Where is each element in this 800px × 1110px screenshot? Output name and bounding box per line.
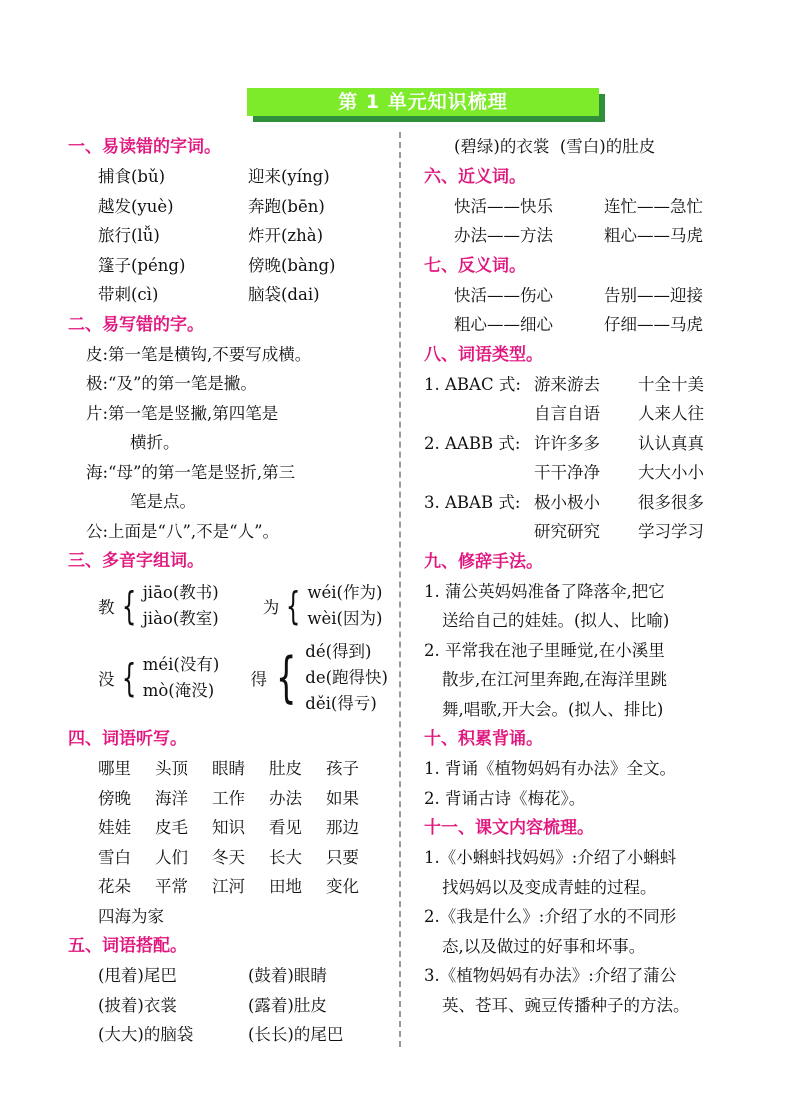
- title-banner: [247, 88, 605, 118]
- list-item: 公:上面是“八”,不是“人”。: [86, 521, 280, 541]
- section-heading: 五、词语搭配。: [68, 936, 187, 956]
- list-item: 笔是点。: [130, 492, 196, 511]
- list-item: 篷子(péng) 傍晚(bàng): [98, 255, 336, 275]
- list-item: 极:“及”的第一笔是撇。: [86, 374, 257, 393]
- list-item: 2. AABB 式: 许许多多 认认真真: [424, 433, 704, 453]
- list-item: 横折。: [130, 433, 180, 452]
- list-item: 四海为家: [98, 906, 164, 926]
- section-heading: 十一、课文内容梳理。: [424, 818, 594, 838]
- polyphone-char: 得: [250, 670, 267, 689]
- list-item: 找妈妈以及变成青蛙的过程。: [442, 877, 657, 897]
- list-item: 捕食(bǔ) 迎来(yíng): [98, 167, 330, 186]
- section-heading: 九、修辞手法。: [424, 551, 543, 572]
- list-item: 2.《我是什么》:介绍了水的不同形: [424, 907, 677, 926]
- list-item: 2. 平常我在池子里睡觉,在小溪里: [424, 640, 665, 660]
- polyphone-items: wéi(作为) wèi(因为): [307, 583, 383, 628]
- list-item: 舞,唱歌,开大会。(拟人、排比): [442, 699, 664, 719]
- polyphone-items: méi(没有) mò(淹没): [142, 655, 220, 700]
- table-row: 娃娃 皮毛 知识 看见 那边: [98, 818, 359, 837]
- list-item: 送给自己的娃娃。(拟人、比喻): [442, 611, 670, 630]
- section-heading: 七、反义词。: [424, 255, 526, 276]
- polyphone-items: dé(得到) de(跑得快) děi(得亏): [305, 642, 388, 713]
- list-item: 态,以及做过的好事和坏事。: [442, 936, 646, 956]
- list-item: 1. ABAC 式: 游来游去 十全十美: [424, 374, 704, 394]
- polyphone-row: [68, 636, 388, 720]
- section-heading: 二、易写错的字。: [68, 314, 204, 335]
- list-item: 1. 蒲公英妈妈准备了降落伞,把它: [424, 581, 665, 601]
- list-item: 越发(yuè) 奔跑(bēn): [98, 196, 325, 216]
- list-item: (大大)的脑袋 (长长)的尾巴: [98, 1025, 344, 1044]
- list-item: 3.《植物妈妈有办法》:介绍了蒲公: [424, 966, 677, 985]
- list-item: (披着)衣裳 (露着)肚皮: [98, 995, 327, 1015]
- right-column: [424, 132, 754, 1020]
- table-row: 雪白 人们 冬天 长大 只要: [98, 847, 359, 867]
- list-item: 办法——方法 粗心——马虎: [454, 226, 703, 245]
- brace-icon: {: [121, 584, 136, 628]
- list-item: 干干净净 大大小小: [534, 463, 704, 482]
- brace-icon: {: [286, 584, 301, 628]
- section-heading: 八、词语类型。: [424, 344, 543, 365]
- polyphone-row: [68, 576, 388, 636]
- section-heading: 四、词语听写。: [68, 729, 187, 749]
- section-heading: 三、多音字组词。: [68, 551, 204, 571]
- list-item: 带刺(cì) 脑袋(dai): [98, 285, 320, 304]
- list-item: 英、苍耳、豌豆传播种子的方法。: [442, 995, 690, 1015]
- page-title: 第 1 单元知识梳理: [247, 88, 599, 116]
- polyphone-char: 没: [98, 670, 115, 689]
- list-item: 自言自语 人来人往: [534, 404, 704, 423]
- section-heading: 一、易读错的字词。: [68, 137, 221, 157]
- list-item: 研究研究 学习学习: [534, 522, 704, 541]
- list-item: 海:“母”的第一笔是竖折,第三: [86, 462, 296, 482]
- list-item: 旅行(lǚ) 炸开(zhà): [98, 226, 324, 245]
- list-item: 快活——快乐 连忙——急忙: [454, 196, 703, 216]
- section-heading: 十、积累背诵。: [424, 729, 543, 749]
- section-heading: 六、近义词。: [424, 166, 526, 187]
- list-item: (甩着)尾巴 (鼓着)眼睛: [98, 966, 327, 985]
- polyphone-char: 教: [98, 598, 115, 617]
- polyphone-items: jiāo(教书) jiào(教室): [142, 583, 219, 628]
- table-row: 花朵 平常 江河 田地 变化: [98, 877, 359, 896]
- list-item: 3. ABAB 式: 极小极小 很多很多: [424, 492, 704, 512]
- polyphone-char: 为: [262, 598, 280, 617]
- list-item: 片:第一笔是竖撇,第四笔是: [86, 403, 279, 423]
- list-item: 粗心——细心 仔细——马虎: [454, 315, 703, 334]
- list-item: (碧绿)的衣裳 (雪白)的肚皮: [454, 137, 656, 156]
- column-divider: [399, 132, 401, 1047]
- table-row: 傍晚 海洋 工作 办法 如果: [98, 788, 359, 808]
- left-column: [68, 132, 388, 1050]
- list-item: 皮:第一笔是横钩,不要写成横。: [86, 344, 312, 364]
- list-item: 快活——伤心 告别——迎接: [454, 285, 703, 305]
- list-item: 散步,在江河里奔跑,在海洋里跳: [442, 670, 667, 689]
- list-item: 1. 背诵《植物妈妈有办法》全文。: [424, 759, 676, 778]
- brace-icon: {: [121, 656, 136, 700]
- list-item: 1.《小蝌蚪找妈妈》:介绍了小蝌蚪: [424, 848, 677, 867]
- brace-icon: {: [275, 646, 297, 709]
- list-item: 2. 背诵古诗《梅花》。: [424, 788, 586, 808]
- table-row: 哪里 头顶 眼睛 肚皮 孩子: [98, 759, 359, 778]
